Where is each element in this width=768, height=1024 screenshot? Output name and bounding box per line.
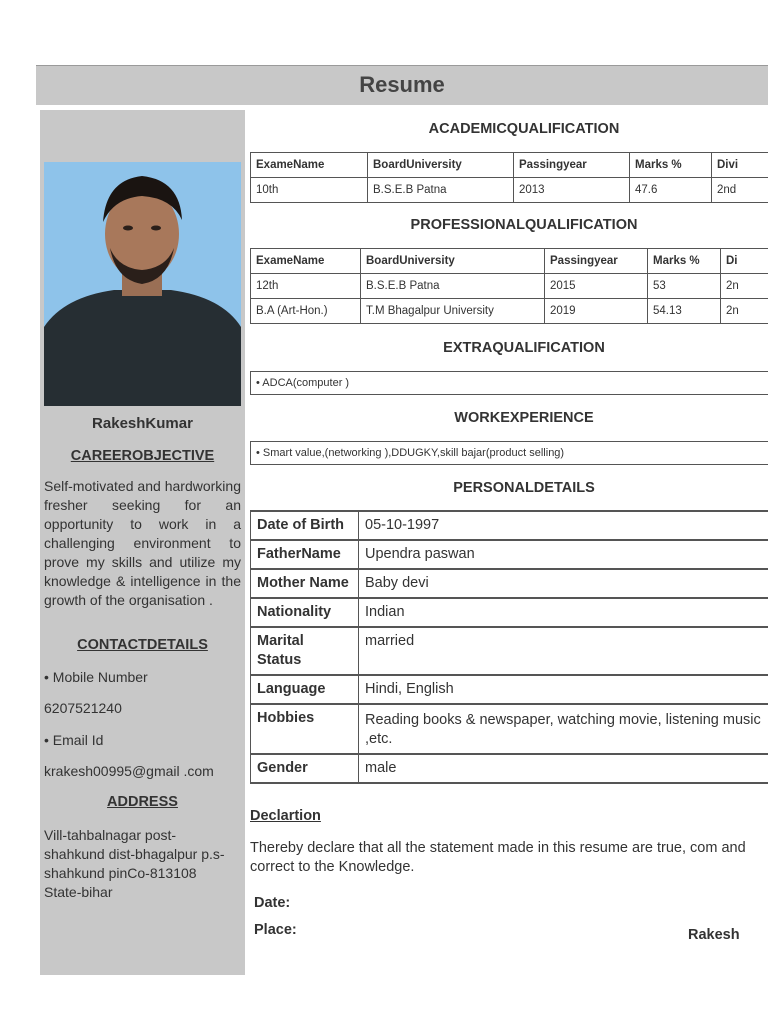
table-row	[251, 274, 768, 299]
address-heading: ADDRESS	[107, 794, 178, 810]
academic-heading: ACADEMICQUALIFICATION	[428, 121, 620, 137]
table-header-cell: Di	[721, 249, 768, 274]
personal-details-table	[250, 510, 768, 784]
page-title: Resume	[359, 72, 445, 97]
table-row	[251, 675, 768, 704]
table-cell: T.M Bhagalpur University	[361, 299, 545, 324]
extra-qualification-heading: EXTRAQUALIFICATION	[443, 340, 605, 356]
detail-value: married	[359, 627, 768, 675]
detail-value: Reading books & newspaper, watching movie, listening music ,etc.	[359, 704, 768, 754]
table-header-cell: ExameName	[251, 153, 368, 178]
table-header-row	[251, 249, 768, 274]
professional-table	[250, 248, 768, 324]
table-row	[251, 299, 768, 324]
table-row	[251, 754, 768, 783]
place-label: Place:	[254, 922, 297, 938]
profile-photo	[44, 162, 241, 406]
table-cell: 10th	[251, 178, 368, 203]
address-line: shahkund dist-bhagalpur p.s-	[44, 846, 225, 862]
detail-value: Indian	[359, 598, 768, 627]
table-row	[251, 178, 768, 203]
detail-value: 05-10-1997	[359, 511, 768, 540]
table-cell: B.A (Art-Hon.)	[251, 299, 361, 324]
table-row	[251, 540, 768, 569]
work-experience-box: • Smart value,(networking ),DDUGKY,skill bajar(product selling)	[250, 441, 768, 465]
detail-key: Marital Status	[251, 627, 359, 675]
sidebar	[40, 110, 245, 975]
email-label: • Email Id	[44, 732, 104, 748]
detail-key: Gender	[251, 754, 359, 783]
table-row	[251, 704, 768, 754]
table-cell: B.S.E.B Patna	[368, 178, 514, 203]
detail-key: Nationality	[251, 598, 359, 627]
email-address: krakesh00995@gmail .com	[44, 763, 214, 779]
address-text	[44, 826, 241, 902]
career-objective-text: Self-motivated and hardworking fresher seeking for an opportunity to work in a challenging environment to prove my skills and utilize my knowledge & intelligence in the growth of the organisation .	[44, 478, 241, 608]
table-header-cell: BoardUniversity	[368, 153, 514, 178]
table-header-row	[251, 153, 768, 178]
table-cell: 12th	[251, 274, 361, 299]
table-cell: 47.6	[630, 178, 712, 203]
date-label: Date:	[254, 895, 291, 911]
candidate-name: RakeshKumar	[92, 415, 193, 432]
mobile-number: 6207521240	[44, 700, 122, 716]
table-row	[251, 598, 768, 627]
table-cell: 2015	[545, 274, 648, 299]
address-line: Vill-tahbalnagar post-	[44, 827, 177, 843]
mobile-label: • Mobile Number	[44, 669, 148, 685]
table-cell: 53	[648, 274, 721, 299]
table-cell: 2n	[721, 299, 768, 324]
contact-details-heading: CONTACTDETAILS	[77, 637, 208, 653]
detail-value: Upendra paswan	[359, 540, 768, 569]
table-header-cell: Passingyear	[514, 153, 630, 178]
title-bar	[36, 65, 768, 105]
detail-value: male	[359, 754, 768, 783]
work-experience-heading: WORKEXPERIENCE	[454, 410, 594, 426]
detail-key: FatherName	[251, 540, 359, 569]
detail-key: Mother Name	[251, 569, 359, 598]
table-cell: 2nd	[712, 178, 768, 203]
extra-qualification-box: • ADCA(computer )	[250, 371, 768, 395]
signature-name: Rakesh	[688, 927, 740, 943]
table-row	[251, 627, 768, 675]
address-line: shahkund pinCo-813108	[44, 865, 197, 881]
career-objective-heading: CAREEROBJECTIVE	[70, 448, 215, 464]
address-line: State-bihar	[44, 884, 113, 900]
table-cell: 2019	[545, 299, 648, 324]
table-header-cell: Divi	[712, 153, 768, 178]
professional-heading: PROFESSIONALQUALIFICATION	[410, 217, 638, 233]
personal-details-heading: PERSONALDETAILS	[453, 480, 595, 496]
academic-table	[250, 152, 768, 203]
declaration-text: Thereby declare that all the statement made in this resume are true, com and correct to the Knowledge.	[250, 840, 746, 875]
table-header-cell: Marks %	[630, 153, 712, 178]
detail-key: Date of Birth	[251, 511, 359, 540]
detail-key: Hobbies	[251, 704, 359, 754]
table-header-cell: ExameName	[251, 249, 361, 274]
table-row	[251, 569, 768, 598]
table-cell: 2n	[721, 274, 768, 299]
detail-value: Hindi, English	[359, 675, 768, 704]
detail-value: Baby devi	[359, 569, 768, 598]
table-header-cell: Passingyear	[545, 249, 648, 274]
table-header-cell: BoardUniversity	[361, 249, 545, 274]
table-cell: B.S.E.B Patna	[361, 274, 545, 299]
table-cell: 54.13	[648, 299, 721, 324]
table-cell: 2013	[514, 178, 630, 203]
detail-key: Language	[251, 675, 359, 704]
table-row	[251, 511, 768, 540]
table-header-cell: Marks %	[648, 249, 721, 274]
declaration-heading: Declartion	[250, 808, 321, 824]
